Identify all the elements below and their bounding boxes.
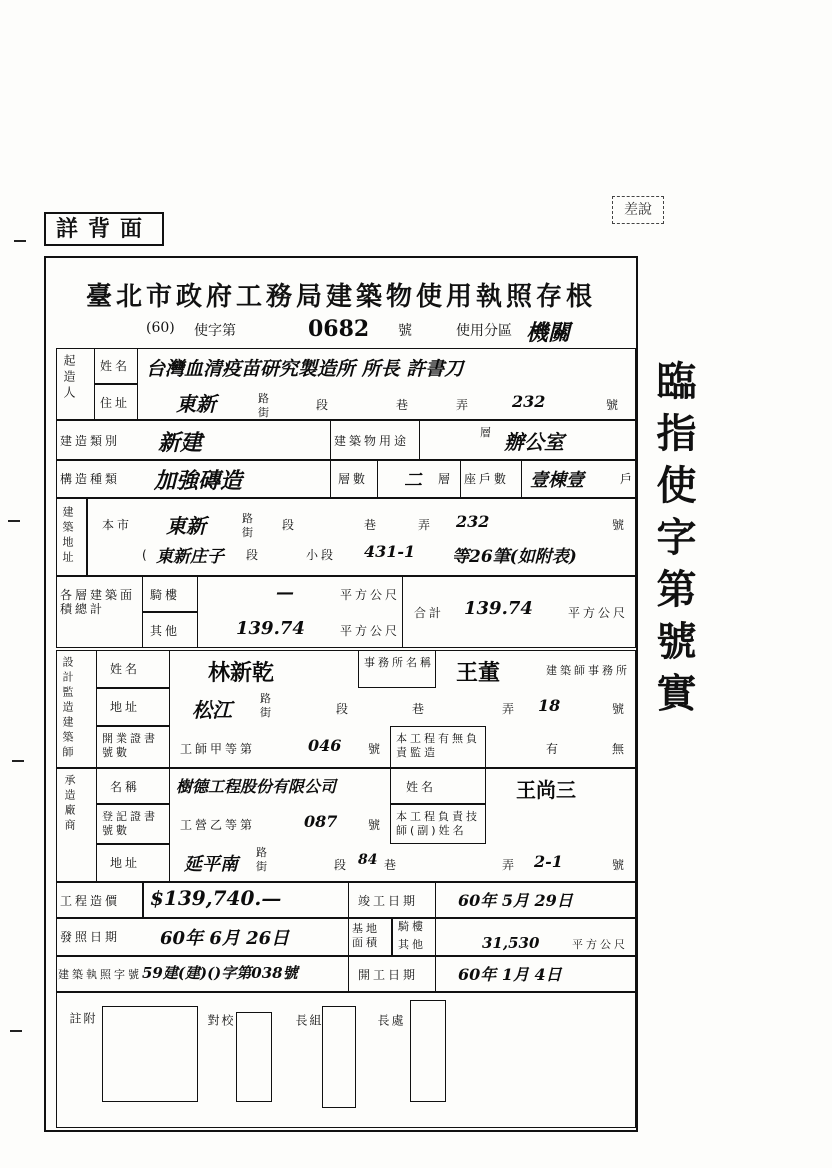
remarks-label: 附註 — [68, 1012, 96, 1094]
site-group-label: 建築地址 — [61, 506, 74, 566]
site-lot-extra: 等26筆(如附表) — [452, 547, 577, 567]
base-other-label: 其他 — [398, 938, 426, 951]
site-divider — [86, 498, 88, 576]
tech-label: 本工程負責技師(副)姓名 — [396, 810, 480, 837]
site-city: 本市 — [102, 518, 133, 532]
issue-row — [56, 918, 636, 956]
floors-unit: 層 — [438, 472, 454, 486]
site-section-label: 段 — [282, 518, 298, 532]
designer-address-number: 18 — [538, 696, 561, 715]
contractor-alley-label: 弄 — [502, 858, 518, 872]
base-value: 31,530 — [482, 934, 540, 952]
base-label: 基地面積 — [352, 922, 380, 949]
edge-stamp-text: 臨指使字第號實 — [650, 360, 697, 724]
supervise-label: 本工程有無負責監造 — [396, 732, 480, 759]
designer-address-label: 地址 — [110, 700, 141, 714]
site-lot-sub: 小段 — [306, 548, 337, 562]
permit-year: (60) — [146, 320, 175, 336]
designer-name-value: 林新乾 — [208, 660, 275, 686]
arcade-unit: 平方公尺 — [340, 588, 401, 602]
site-lot-number: 431-1 — [364, 542, 416, 561]
applicant-road-label: 路街 — [258, 392, 272, 419]
issue-label: 發照日期 — [60, 930, 121, 944]
photo-box — [102, 1006, 198, 1102]
permit-prefix: 使字第 — [194, 323, 236, 339]
issue-value: 60年 6月 26日 — [160, 928, 290, 949]
license-no-label: 號 — [368, 742, 384, 756]
detail-back-tag: 詳背面 — [44, 212, 164, 246]
contractor-address-value: 延平南 — [184, 854, 238, 875]
permit-form — [44, 256, 638, 1132]
applicant-address-number: 232 — [512, 392, 546, 411]
building-type-label: 建造類別 — [60, 434, 121, 448]
site-lane-label: 巷 — [364, 518, 380, 532]
cost-label: 工程造價 — [60, 894, 121, 908]
contractor-person-value: 王尚三 — [516, 778, 576, 802]
designer-name-label: 姓名 — [110, 662, 141, 676]
floors-value: 二 — [404, 470, 422, 491]
permit-number: 0682 — [308, 316, 370, 342]
contractor-section-label: 段 — [334, 858, 350, 872]
applicant-name-label: 姓名 — [100, 359, 131, 373]
contractor-name-label: 名稱 — [110, 780, 141, 794]
applicant-lane-label: 巷 — [396, 398, 412, 412]
building-use-value: 辦公室 — [504, 430, 564, 454]
contractor-address-label: 地址 — [110, 856, 141, 870]
units-unit: 戶 — [620, 472, 636, 486]
license-label: 開業證書號數 — [102, 732, 158, 759]
site-lot-section: 段 — [246, 548, 262, 562]
site-road: 路街 — [242, 512, 256, 539]
check-label: 校對 — [206, 1014, 234, 1076]
site-street: 東新 — [166, 514, 206, 538]
finish-label: 竣工日期 — [358, 894, 419, 908]
office-suffix: 建築師事務所 — [546, 664, 630, 677]
reg-no-label: 號 — [368, 818, 384, 832]
designer-section-label: 段 — [336, 702, 352, 716]
site-alley-label: 弄 — [418, 518, 434, 532]
contractor-lane-number: 84 — [358, 852, 378, 868]
applicant-address-label: 住址 — [100, 396, 131, 410]
supervise-yes: 有 — [546, 742, 562, 756]
units-label: 座戶數 — [464, 472, 510, 486]
site-number: 232 — [456, 512, 490, 531]
license-number: 046 — [308, 736, 342, 755]
designer-alley-label: 弄 — [502, 702, 518, 716]
applicant-no-label: 號 — [606, 398, 622, 412]
permit-label: 建築執照字號 — [58, 968, 142, 981]
corner-stamp: 差說 — [612, 196, 664, 224]
base-unit: 平方公尺 — [572, 938, 628, 951]
base-arcade-label: 騎樓 — [398, 920, 426, 933]
reg-label: 登記證書號數 — [102, 810, 158, 837]
permit-value: 59建(建)()字第038號 — [142, 964, 298, 982]
floors-label: 層數 — [338, 472, 369, 486]
finish-value: 60年 5月 29日 — [458, 891, 573, 910]
contractor-alley-number: 2-1 — [534, 852, 563, 871]
check-seal — [236, 1012, 272, 1102]
applicant-name-value: 台灣血清疫苗研究製造所 所長 許書刀 — [146, 358, 464, 380]
designer-group-label: 設計監造建築師 — [61, 656, 74, 761]
zone-value: 機關 — [526, 320, 571, 346]
permit-suffix: 號 — [398, 323, 412, 339]
units-value: 壹棟壹 — [530, 470, 584, 491]
contractor-group-label: 承造廠商 — [63, 774, 76, 834]
cost-divider — [142, 882, 144, 918]
designer-road-label: 路街 — [260, 692, 274, 719]
site-lot-area: 東新庄子 — [156, 547, 224, 567]
office-label: 事務所名稱 — [364, 656, 434, 669]
other-area-value: 139.74 — [236, 618, 305, 639]
contractor-name-value: 樹德工程股份有限公司 — [176, 777, 337, 796]
margin-mark — [10, 1030, 22, 1032]
cost-value: $139,740.— — [150, 886, 282, 910]
contractor-road-label: 路街 — [256, 846, 270, 873]
arcade-value: — — [276, 582, 294, 603]
designer-no-label: 號 — [612, 702, 628, 716]
contractor-person-label-cell — [390, 768, 486, 804]
reg-number: 087 — [304, 812, 338, 831]
other-label: 其他 — [150, 624, 181, 638]
site-no-label: 號 — [612, 518, 628, 532]
supervise-no: 無 — [612, 742, 628, 756]
structure-label: 構造種類 — [60, 472, 121, 486]
form-title: 臺北市政府工務局建築物使用執照存根 — [85, 282, 596, 312]
reg-value: 工營乙等第 — [180, 818, 256, 832]
other-area-unit: 平方公尺 — [340, 624, 401, 638]
applicant-section-label: 段 — [316, 398, 332, 412]
applicant-alley-label: 弄 — [456, 398, 472, 412]
arcade-label: 騎樓 — [150, 588, 181, 602]
building-use-label: 建築物用途 — [334, 434, 410, 448]
margin-mark — [8, 520, 20, 522]
margin-mark — [14, 240, 26, 242]
contractor-no-label: 號 — [612, 858, 628, 872]
zone-label: 使用分區 — [456, 323, 512, 339]
section-head-label: 處長 — [376, 1014, 404, 1076]
area-group-label: 各層建築面積總計 — [60, 588, 136, 616]
applicant-group-label: 起造人 — [62, 354, 76, 402]
start-label: 開工日期 — [358, 968, 419, 982]
margin-mark — [12, 760, 24, 762]
total-area-unit: 平方公尺 — [568, 606, 629, 620]
license-value: 工師甲等第 — [180, 742, 256, 756]
section-seal — [410, 1000, 446, 1102]
designer-lane-label: 巷 — [412, 702, 428, 716]
total-area-label: 合計 — [414, 606, 445, 620]
total-area-value: 139.74 — [464, 598, 533, 619]
office-value: 王董 — [456, 660, 501, 686]
chief-label: 組長 — [294, 1014, 322, 1076]
designer-address-value: 松江 — [192, 698, 232, 722]
structure-value: 加強磚造 — [154, 468, 243, 494]
start-value: 60年 1月 4日 — [458, 965, 562, 984]
applicant-address-street: 東新 — [176, 392, 216, 416]
building-use-unit: 層 — [480, 426, 494, 439]
chief-seal — [322, 1006, 356, 1108]
building-type-value: 新建 — [158, 430, 203, 456]
contractor-person-label: 姓名 — [406, 780, 437, 794]
contractor-lane-label: 巷 — [384, 858, 400, 872]
site-lot-prefix: ( — [142, 548, 150, 562]
